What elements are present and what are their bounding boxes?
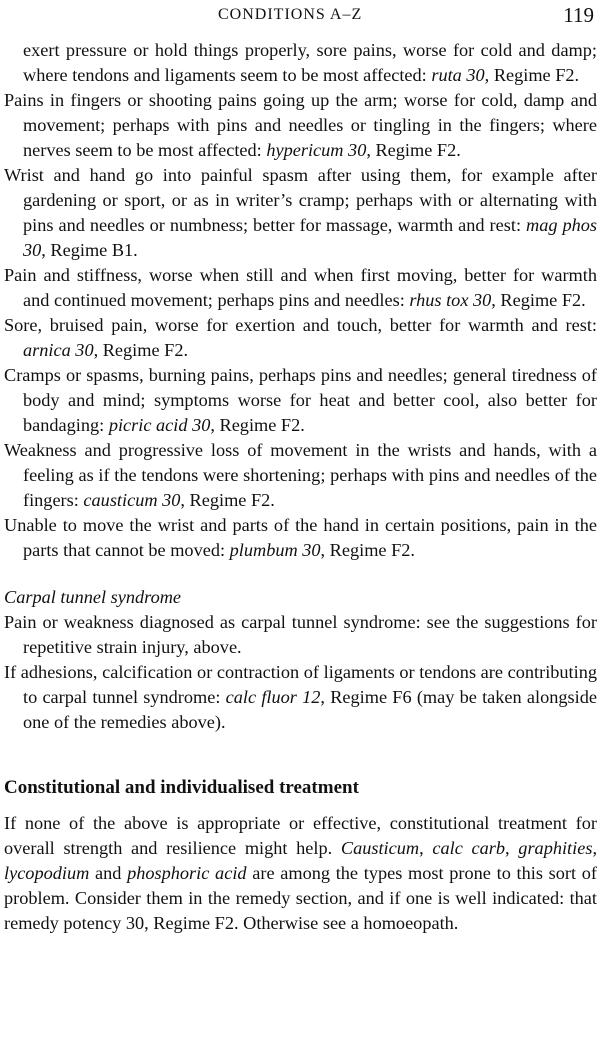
entry-text: Pain and stiffness, worse when still and when first moving, better for warmth and continued movement; perhaps pins and needles: [4, 265, 597, 310]
paragraph-text: If none of the above is appropriate or effective, constitutional treatment for overall strength and resilience might help. [4, 813, 597, 858]
symptom-entry-continued [4, 38, 597, 88]
paragraph-text: , [505, 838, 519, 858]
entry-regime: , Regime F2. [210, 415, 305, 435]
entry-text: Unable to move the wrist and parts of the hand in certain positions, pain in the parts that cannot be moved: [4, 515, 597, 560]
entry-regime: , Regime F2. [366, 140, 461, 160]
entry-regime: , Regime F2. [320, 540, 415, 560]
symptom-entry [4, 660, 597, 735]
symptom-entry [4, 88, 597, 163]
symptom-entry [4, 438, 597, 513]
paragraph-text: , [419, 838, 433, 858]
paragraph-text: and [89, 863, 128, 883]
entry-regime: , Regime F2. [180, 490, 275, 510]
remedy-name: picric acid 30 [108, 415, 211, 435]
remedy-name: phosphoric acid [127, 863, 247, 883]
entry-text: Pain or weakness diagnosed as carpal tunnel syndrome: see the suggestions for repetitive strain injury, above. [4, 612, 597, 657]
entry-text: Weakness and progressive loss of movement in the wrists and hands, with a feeling as if the tendons were shortening; perhaps with pins and needles of the fingers: [4, 440, 597, 510]
entry-text: If adhesions, calcification or contraction of ligaments or tendons are contributing to carpal tunnel syndrome: [4, 662, 597, 707]
entry-regime: , Regime F2. [484, 65, 580, 85]
constitutional-paragraph [4, 811, 597, 936]
symptom-entry [4, 363, 597, 438]
remedy-name: arnica 30 [23, 340, 94, 360]
entry-text: exert pressure or hold things properly, sore pains, worse for cold and damp; where tendons and ligaments seem to be most affected: [23, 40, 597, 85]
entry-text: Pains in fingers or shooting pains going up the arm; worse for cold, damp and movement; perhaps with pins and needles or tingling in the fingers; where nerves seem to be most affected: [4, 90, 597, 160]
page-number: 119 [563, 3, 594, 27]
entry-regime: , Regime F2. [93, 340, 189, 360]
entry-regime: , Regime F2. [491, 290, 586, 310]
remedy-name: rhus tox 30 [409, 290, 492, 310]
symptom-entry [4, 513, 597, 563]
remedy-name: calc fluor 12 [225, 687, 321, 707]
remedy-name: hypericum 30 [266, 140, 367, 160]
symptom-entry [4, 313, 597, 363]
remedy-name: calc carb [432, 838, 506, 858]
symptom-entry [4, 610, 597, 660]
remedy-name: plumbum 30 [229, 540, 321, 560]
running-head: CONDITIONS A–Z [218, 6, 363, 23]
page-header [0, 0, 600, 34]
remedy-name: Causticum [340, 838, 420, 858]
remedy-name: ruta 30 [431, 65, 485, 85]
entry-text: Wrist and hand go into painful spasm after using them, for example after gardening or sport, or as in writer’s cramp; perhaps with or alternating with pins and needles or numbness; better for massage, warmth and rest: [4, 165, 597, 235]
entry-regime: , Regime B1. [41, 240, 138, 260]
paragraph-text: are among the types most prone to this sort of problem. Consider them in the remedy section, and if one is well indicated: that remedy potency 30, Regime F2. Otherwise see a homoeopath. [4, 863, 597, 933]
constitutional-section-heading: Constitutional and individualised treatment [4, 777, 359, 798]
entry-regime: , Regime F6 (may be taken alongside one of the remedies above). [23, 687, 597, 732]
paragraph-text: , [592, 838, 598, 858]
symptom-entry [4, 263, 597, 313]
symptom-entry [4, 163, 597, 263]
carpal-tunnel-subheading: Carpal tunnel syndrome [4, 587, 182, 607]
remedy-name: mag phos 30 [23, 215, 597, 260]
remedy-name: lycopodium [4, 863, 90, 883]
remedy-name: graphities [518, 838, 593, 858]
entry-text: Cramps or spasms, burning pains, perhaps pins and needles; general tiredness of body and mind; symptoms worse for heat and better cool, also better for bandaging: [4, 365, 597, 435]
entry-text: Sore, bruised pain, worse for exertion and touch, better for warmth and rest: [4, 315, 597, 335]
page-body [4, 38, 597, 936]
remedy-name: causticum 30 [83, 490, 181, 510]
